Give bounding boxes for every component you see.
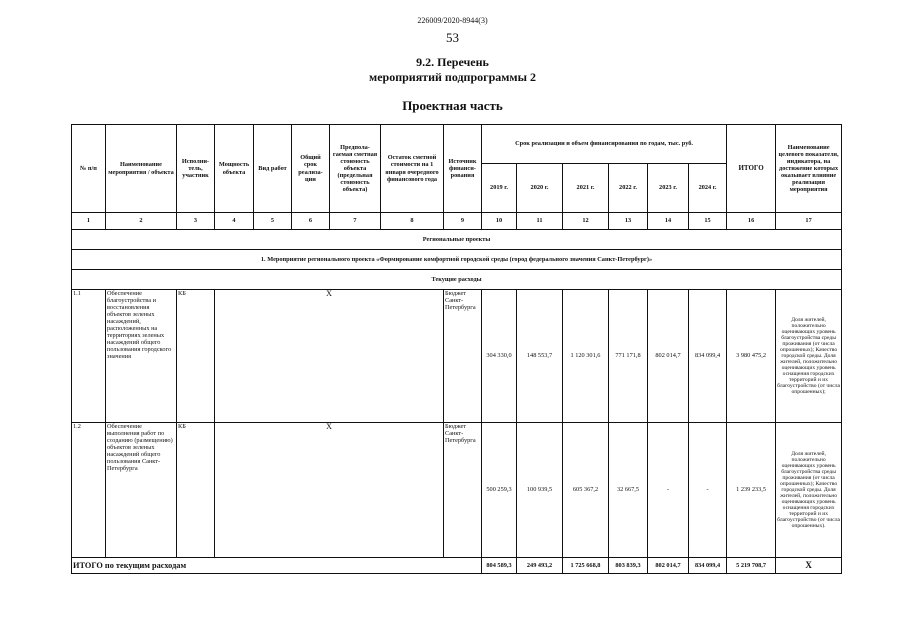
row-executor: КБ bbox=[177, 290, 215, 423]
row-measure-name: Обеспечение благоустройства и восстановления объектов зеленых насаждений, расположенных на территориях зеленых насаждений общего пользования городского значения bbox=[106, 290, 177, 423]
col-header-2021: 2021 г. bbox=[563, 164, 609, 213]
row-measure-name: Обеспечение выполнения работ по созданию (размещению) объектов зеленых насаждений общего пользования Санкт-Петербурга bbox=[106, 423, 177, 558]
col-number: 4 bbox=[215, 213, 254, 230]
row-value-2023: 802 014,7 bbox=[648, 290, 689, 423]
x-mark-text: Х bbox=[326, 422, 332, 431]
col-number: 8 bbox=[381, 213, 444, 230]
row-value-2022: 771 171,8 bbox=[609, 290, 648, 423]
row-value-2019: 304 330,0 bbox=[482, 290, 517, 423]
col-header-remaining-cost: Остаток сметной стоимости на 1 января очередного финансового года bbox=[381, 125, 444, 213]
col-header-funding-group: Срок реализации и объем финансирования по годам, тыс. руб. bbox=[482, 125, 727, 164]
col-header-capacity: Мощность объекта bbox=[215, 125, 254, 213]
col-header-term: Общий срок реализа-ции bbox=[292, 125, 330, 213]
x-mark-text: Х bbox=[326, 289, 332, 298]
col-number: 2 bbox=[106, 213, 177, 230]
column-numbers-row bbox=[72, 213, 842, 230]
totals-2021: 1 725 668,8 bbox=[563, 558, 609, 574]
col-header-num: № п/п bbox=[72, 125, 106, 213]
totals-label: ИТОГО по текущим расходам bbox=[72, 558, 482, 574]
row-value-2020: 100 939,5 bbox=[517, 423, 563, 558]
col-number: 3 bbox=[177, 213, 215, 230]
row-indicator: Доля жителей, положительно оценивающих уровень благоустройства среды проживания (от числа опрошенных); Качество городской среды. Доля жителей, положительно оценивающих уровень оснащения городских территорий и их благоустройство (от числа опрошенных); bbox=[776, 290, 842, 423]
col-header-indicator: Наименование целевого показателя, индикатора, на достижение которых оказывает влияние реализация мероприятия bbox=[776, 125, 842, 213]
totals-2023: 802 014,7 bbox=[648, 558, 689, 574]
row-executor: КБ bbox=[177, 423, 215, 558]
col-header-work-type: Вид работ bbox=[254, 125, 292, 213]
row-indicator: Доля жителей, положительно оценивающих уровень благоустройства среды проживания (от числа опрошенных); Качество городской среды. Доля жителей, положительно оценивающих уровень оснащения городских территорий и их благоустройство (от числа опрошенных). bbox=[776, 423, 842, 558]
measures-table bbox=[71, 124, 842, 574]
totals-total: 5 219 708,7 bbox=[727, 558, 776, 574]
totals-2019: 804 589,3 bbox=[482, 558, 517, 574]
col-header-estimated-cost: Предпола-гаемая сметная стоимость объекта (предельная стоимость объекта) bbox=[330, 125, 381, 213]
row-x-mark bbox=[215, 290, 444, 423]
col-header-2019: 2019 г. bbox=[482, 164, 517, 213]
col-number: 1 bbox=[72, 213, 106, 230]
col-header-2023: 2023 г. bbox=[648, 164, 689, 213]
totals-row bbox=[72, 558, 842, 574]
col-header-name: Наименование мероприятия / объекта bbox=[106, 125, 177, 213]
col-number: 12 bbox=[563, 213, 609, 230]
row-x-mark bbox=[215, 423, 444, 558]
col-number: 15 bbox=[689, 213, 727, 230]
row-value-2021: 1 120 301,6 bbox=[563, 290, 609, 423]
col-number: 14 bbox=[648, 213, 689, 230]
col-header-2022: 2022 г. bbox=[609, 164, 648, 213]
col-header-2024: 2024 г. bbox=[689, 164, 727, 213]
table-row bbox=[72, 290, 842, 423]
row-source: Бюджет Санкт-Петербурга bbox=[444, 290, 482, 423]
row-value-2024: - bbox=[689, 423, 727, 558]
col-header-total: ИТОГО bbox=[727, 125, 776, 213]
row-value-total: 1 239 233,5 bbox=[727, 423, 776, 558]
totals-x-mark: Х bbox=[776, 558, 842, 574]
col-number: 7 bbox=[330, 213, 381, 230]
row-value-2023: - bbox=[648, 423, 689, 558]
col-header-executor: Исполни-тель, участник bbox=[177, 125, 215, 213]
col-header-source: Источник финанси-рования bbox=[444, 125, 482, 213]
table-row bbox=[72, 423, 842, 558]
col-number: 9 bbox=[444, 213, 482, 230]
row-value-2022: 32 667,5 bbox=[609, 423, 648, 558]
col-header-2020: 2020 г. bbox=[517, 164, 563, 213]
section-title: Проектная часть bbox=[402, 98, 503, 113]
col-number: 16 bbox=[727, 213, 776, 230]
col-number: 5 bbox=[254, 213, 292, 230]
row-value-2019: 500 259,3 bbox=[482, 423, 517, 558]
registration-number: 226009/2020-8944(3) bbox=[417, 16, 488, 25]
totals-2024: 834 099,4 bbox=[689, 558, 727, 574]
row-source: Бюджет Санкт-Петербурга bbox=[444, 423, 482, 558]
document-title: 9.2. Перечень bbox=[416, 55, 489, 69]
col-number: 13 bbox=[609, 213, 648, 230]
row-value-2020: 148 553,7 bbox=[517, 290, 563, 423]
page-number: 53 bbox=[446, 30, 459, 45]
row-value-2021: 605 367,2 bbox=[563, 423, 609, 558]
row-value-total: 3 980 475,2 bbox=[727, 290, 776, 423]
col-number: 10 bbox=[482, 213, 517, 230]
col-number: 6 bbox=[292, 213, 330, 230]
totals-2020: 249 493,2 bbox=[517, 558, 563, 574]
col-number: 11 bbox=[517, 213, 563, 230]
row-number: 1.1 bbox=[72, 290, 106, 423]
section-current-expenses: Текущие расходы bbox=[72, 270, 842, 290]
totals-2022: 803 839,3 bbox=[609, 558, 648, 574]
document-subtitle: мероприятий подпрограммы 2 bbox=[369, 70, 536, 84]
row-value-2024: 834 099,4 bbox=[689, 290, 727, 423]
section-regional-projects: Региональные проекты bbox=[72, 230, 842, 250]
row-number: 1.2 bbox=[72, 423, 106, 558]
col-number: 17 bbox=[776, 213, 842, 230]
section-measure-title: 1. Мероприятие регионального проекта «Формирование комфортной городской среды (город федерального значения Санкт-Петербург)» bbox=[72, 250, 842, 270]
